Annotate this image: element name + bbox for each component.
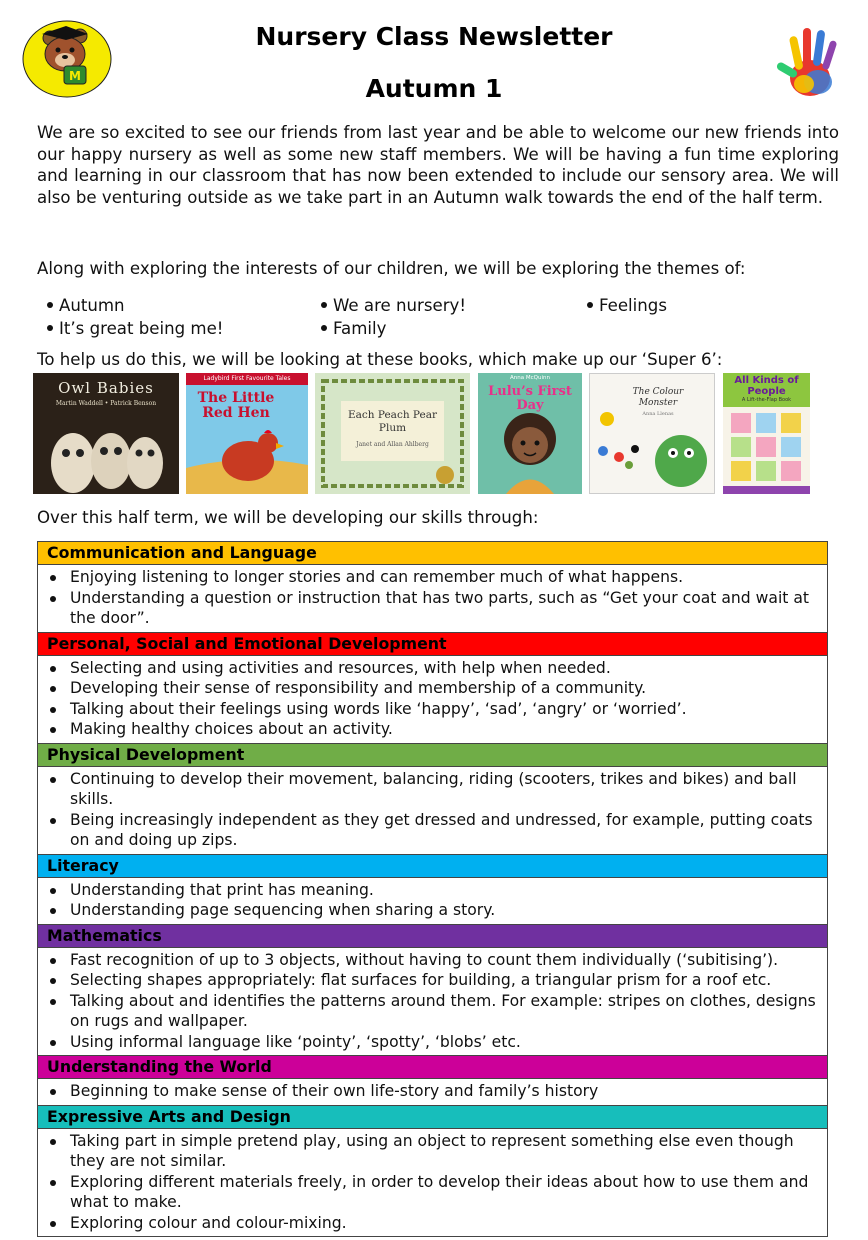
category-header-pse: Personal, Social and Emotional Development	[38, 633, 827, 656]
bullet-icon	[587, 302, 593, 308]
skill-item: Exploring different materials freely, in order to develop their ideas about how to use them and what to make.	[48, 1172, 819, 1213]
category-header-world: Understanding the World	[38, 1056, 827, 1079]
skill-item: Taking part in simple pretend play, using an object to represent something else even though they are not similar.	[48, 1131, 819, 1172]
page-subtitle: Autumn 1	[365, 74, 503, 103]
skill-item: Selecting and using activities and resources, with help when needed.	[48, 658, 819, 679]
skill-item: Making healthy choices about an activity.	[48, 719, 819, 740]
category-body-physical	[38, 767, 827, 855]
category-body-pse	[38, 656, 827, 744]
category-header-physical: Physical Development	[38, 744, 827, 767]
book-cover-all-kinds-of-people: All Kinds of People A Lift-the-Flap Book	[723, 373, 810, 494]
page-title: Nursery Class Newsletter	[255, 22, 613, 51]
bullet-icon	[47, 302, 53, 308]
skills-intro: Over this half term, we will be developing our skills through:	[37, 508, 539, 527]
skill-item: Talking about and identifies the patterns around them. For example: stripes on clothes, designs on rugs and wallpaper.	[48, 991, 819, 1032]
svg-text:M: M	[69, 69, 81, 83]
skill-item: Understanding a question or instruction that has two parts, such as “Get your coat and wait at the door”.	[48, 588, 819, 629]
category-header-communication: Communication and Language	[38, 542, 827, 565]
skill-item: Exploring colour and colour-mixing.	[48, 1213, 819, 1234]
skill-item: Understanding that print has meaning.	[48, 880, 819, 901]
skill-item: Selecting shapes appropriately: flat surfaces for building, a triangular prism for a roof etc.	[48, 970, 819, 991]
category-header-literacy: Literacy	[38, 855, 827, 878]
skill-item: Beginning to make sense of their own life-story and family’s history	[48, 1081, 819, 1102]
book-cover-colour-monster: The Colour Monster Anna Llenas	[589, 373, 715, 494]
bullet-icon	[47, 325, 53, 331]
category-header-mathematics: Mathematics	[38, 925, 827, 948]
book-cover-little-red-hen: Ladybird First Favourite Tales The Little Red Hen	[186, 373, 308, 494]
theme-item: It’s great being me!	[47, 318, 223, 339]
skill-item: Understanding page sequencing when sharing a story.	[48, 900, 819, 921]
theme-item: We are nursery!	[321, 295, 466, 316]
skill-item: Enjoying listening to longer stories and can remember much of what happens.	[48, 567, 819, 588]
category-body-arts	[38, 1129, 827, 1237]
category-body-mathematics	[38, 948, 827, 1057]
book-cover-lulus-first-day: Anna McQuinn Lulu’s First Day	[478, 373, 582, 494]
book-cover-each-peach-pear-plum: Each Peach Pear Plum Janet and Allan Ahlberg	[315, 373, 470, 494]
skill-item: Continuing to develop their movement, balancing, riding (scooters, trikes and bikes) and ball skills.	[48, 769, 819, 810]
theme-item: Feelings	[587, 295, 667, 316]
theme-item: Family	[321, 318, 386, 339]
category-body-literacy	[38, 878, 827, 925]
themes-intro: Along with exploring the interests of our children, we will be exploring the themes of:	[37, 259, 746, 278]
category-body-world	[38, 1079, 827, 1106]
intro-paragraph: We are so excited to see our friends from last year and be able to welcome our new friends into our happy nursery as well as some new staff members. We will be having a fun time exploring and learning in our classroom that has now been extended to include our sensory area. We will also be venturing outside as we take part in an Autumn walk towards the end of the half term.	[37, 123, 839, 207]
skill-item: Being increasingly independent as they get dressed and undressed, for example, putting coats on and doing up zips.	[48, 810, 819, 851]
skill-item: Developing their sense of responsibility and membership of a community.	[48, 678, 819, 699]
category-body-communication	[38, 565, 827, 633]
bullet-icon	[321, 302, 327, 308]
bullet-icon	[321, 325, 327, 331]
category-header-arts: Expressive Arts and Design	[38, 1106, 827, 1129]
skill-item: Talking about their feelings using words like ‘happy’, ‘sad’, ‘angry’ or ‘worried’.	[48, 699, 819, 720]
skill-item: Using informal language like ‘pointy’, ‘spotty’, ‘blobs’ etc.	[48, 1032, 819, 1053]
theme-item: Autumn	[47, 295, 125, 316]
skill-item: Fast recognition of up to 3 objects, without having to count them individually (‘subitising’).	[48, 950, 819, 971]
book-cover-owl-babies: Owl Babies Martin Waddell • Patrick Benson	[33, 373, 179, 494]
skills-table	[37, 541, 828, 1237]
books-intro: To help us do this, we will be looking at these books, which make up our ‘Super 6’:	[37, 350, 723, 369]
